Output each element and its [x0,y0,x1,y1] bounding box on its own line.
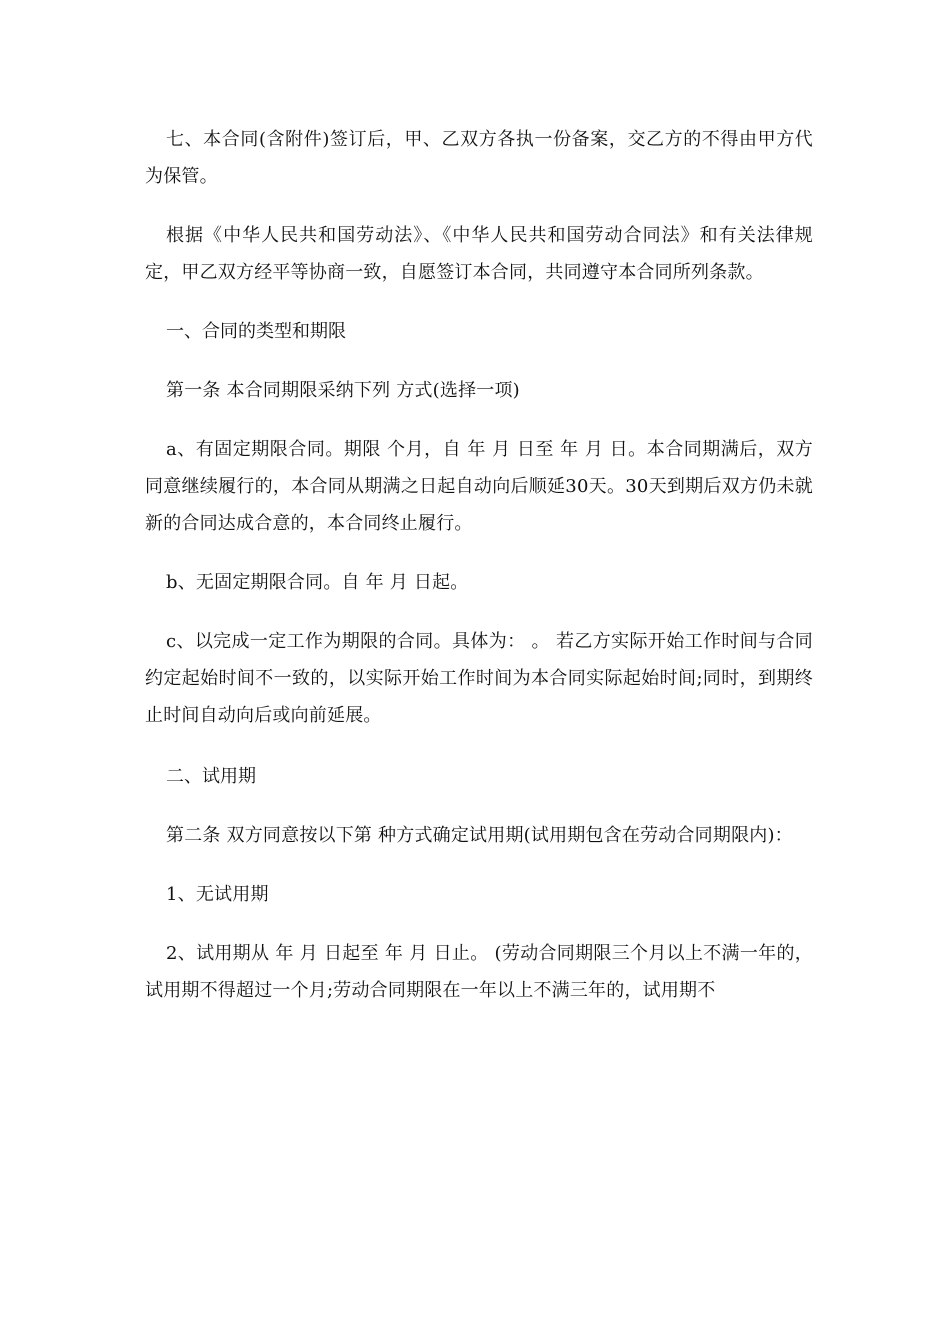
probation-option-two-paragraph: 2、试用期从 年 月 日起至 年 月 日止。 (劳动合同期限三个月以上不满一年的，试用期不得超过一个月;劳动合同期限在一年以上不满三年的，试用期不 [145,943,813,1001]
option-a-paragraph: a、有固定期限合同。期限 个月，自 年 月 日至 年 月 日。本合同期满后，双方同意继续履行的，本合同从期满之日起自动向后顺延30天。30天到期后双方仍未就新的合同达成合意的，本合同终止履行。 [145,439,813,534]
option-b-paragraph: b、无固定期限合同。自 年 月 日起。 [166,572,469,593]
preamble-paragraph: 根据《中华人民共和国劳动法》、《中华人民共和国劳动合同法》和有关法律规定，甲乙双方经平等协商一致，自愿签订本合同，共同遵守本合同所列条款。 [145,225,813,283]
document-body [145,121,813,1009]
option-c-paragraph: c、以完成一定工作为期限的合同。具体为： 。 若乙方实际开始工作时间与合同约定起始时间不一致的，以实际开始工作时间为本合同实际起始时间;同时，到期终止时间自动向后或向前延展。 [145,631,813,726]
clause-seven-paragraph: 七、本合同(含附件)签订后，甲、乙双方各执一份备案，交乙方的不得由甲方代为保管。 [145,129,813,187]
section-heading-probation: 二、试用期 [166,766,256,787]
article-two-paragraph: 第二条 双方同意按以下第 种方式确定试用期(试用期包含在劳动合同期限内)： [166,825,793,846]
article-one-paragraph: 第一条 本合同期限采纳下列 方式(选择一项) [166,380,520,401]
probation-option-one-paragraph: 1、无试用期 [166,884,269,905]
section-heading-contract-type: 一、合同的类型和期限 [166,321,346,342]
